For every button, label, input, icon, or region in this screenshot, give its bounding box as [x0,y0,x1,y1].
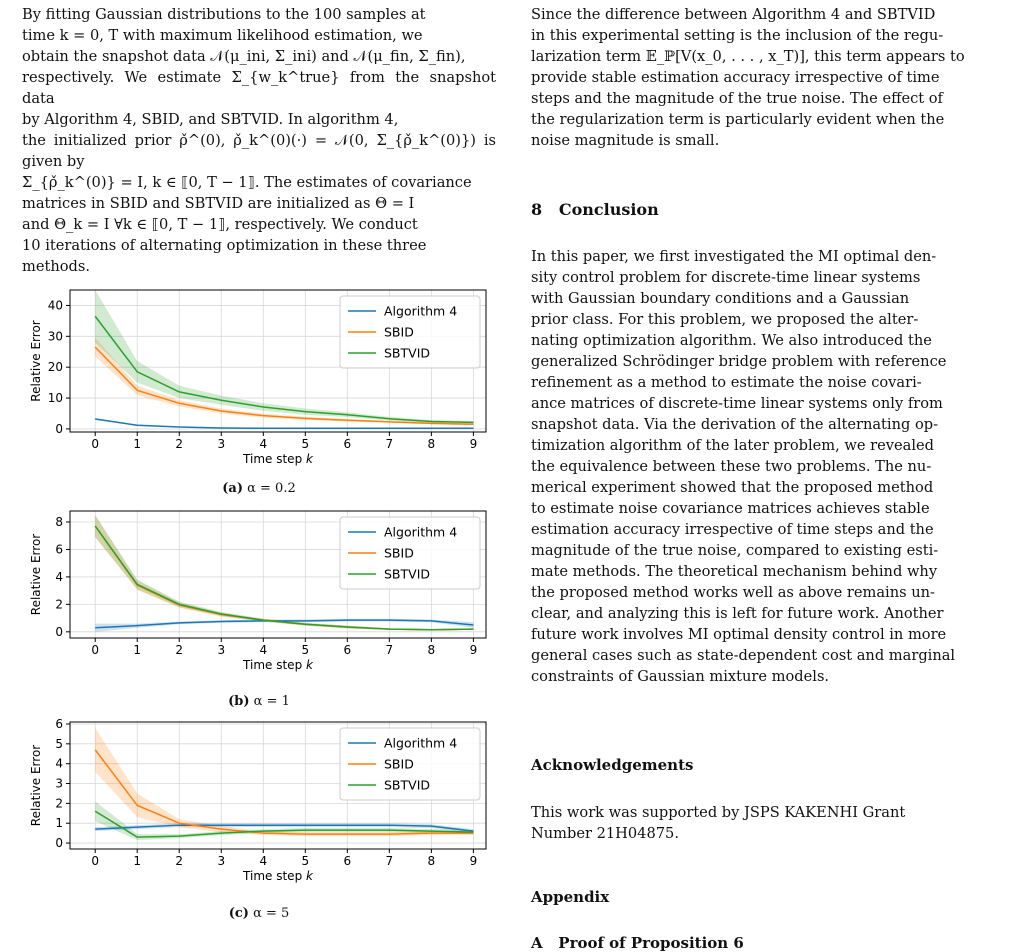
chart1-y-tick-label: 0 [55,624,63,639]
chart1-legend-label-1: SBID [384,545,414,561]
chart1-legend-label-0: Algorithm 4 [384,524,458,540]
chart0-legend-label-2: SBTVID [384,345,431,361]
chart2-x-tick-label: 0 [91,854,100,868]
ack-line: This work was supported by JSPS KAKENHI Grant [531,804,906,821]
chart0-x-tick-label: 7 [385,437,394,451]
conclusion-line: the proposed method works well as above remains un- [531,584,935,601]
conclusion-heading: 8 Conclusion [531,200,659,219]
chart2-y-tick-label: 3 [55,776,63,791]
chart2-x-tick-label: 6 [343,854,352,868]
conclusion-line: to estimate noise covariance matrices achieves stable [531,500,930,517]
caption-b [22,694,496,709]
chart0-x-tick-label: 1 [133,437,142,451]
chart2-y-tick-label: 0 [55,836,63,851]
chart0-y-tick-label: 30 [47,329,63,344]
chart0-x-tick-label: 2 [175,437,184,451]
figure-b-chart [22,505,496,680]
discussion-paragraph [531,4,999,151]
chart2-x-tick-label: 2 [175,854,184,868]
chart2-y-axis-label: Relative Error [29,744,43,827]
conclusion-line: sity control problem for discrete-time linear systems [531,269,921,286]
conclusion-line: the equivalence between these two problems. The nu- [531,458,932,475]
chart1-x-tick-label: 1 [133,643,142,657]
chart1-y-tick-label: 2 [55,597,63,612]
conclusion-line: ance matrices of discrete-time linear systems only from [531,395,943,412]
conclusion-line: general cases such as state-dependent cost and marginal [531,647,956,664]
chart1-x-tick-label: 3 [217,643,226,657]
conclusion-line: mate methods. The theoretical mechanism behind why [531,563,938,580]
chart1-x-tick-label: 2 [175,643,184,657]
chart1-x-tick-label: 5 [301,643,310,657]
conclusion-line: generalized Schrödinger bridge problem with reference [531,353,947,370]
caption-c-label: (c) [228,906,249,921]
caption-b-label: (b) [228,694,250,709]
discussion-line: provide stable estimation accuracy irrespective of time [531,69,940,86]
conclusion-line: estimation accuracy irrespective of time steps and the [531,521,934,538]
chart2-x-tick-label: 5 [301,854,310,868]
chart1-x-axis-label: Time step k [243,658,313,672]
intro-line: and Θ_k = I ∀k ∈ ⟦0, T − 1⟧, respectively. We conduct [22,216,418,233]
chart0-legend-label-0: Algorithm 4 [384,303,458,319]
conclusion-line: prior class. For this problem, we proposed the alter- [531,311,919,328]
chart1-y-tick-label: 8 [55,514,63,529]
chart2-x-tick-label: 1 [133,854,142,868]
caption-b-text: α = 1 [253,694,290,709]
chart1-x-tick-label: 7 [385,643,394,657]
chart2-y-tick-label: 5 [55,736,63,751]
conclusion-paragraph [531,246,999,687]
conclusion-line: refinement as a method to estimate the noise covari- [531,374,922,391]
conclusion-line: In this paper, we first investigated the MI optimal den- [531,248,937,265]
caption-a [22,481,496,496]
chart1-x-tick-label: 4 [259,643,268,657]
chart0-x-tick-label: 6 [343,437,352,451]
chart0-y-tick-label: 20 [47,360,63,375]
chart1-x-tick-label: 0 [91,643,100,657]
chart2-x-tick-label: 7 [385,854,394,868]
chart0-x-tick-label: 4 [259,437,268,451]
appendix-heading: Appendix [531,888,610,906]
chart2-y-tick-label: 4 [55,756,63,771]
intro-paragraph [22,4,496,277]
conclusion-line: timization algorithm of the later problem, we revealed [531,437,934,454]
caption-a-label: (a) [222,481,243,496]
intro-line: time k = 0, T with maximum likelihood estimation, we [22,27,423,44]
chart0-y-tick-label: 0 [55,421,63,436]
figure-c-chart [22,716,496,891]
figure-a-chart [22,284,496,474]
chart1-legend-label-2: SBTVID [384,566,431,582]
discussion-line: in this experimental setting is the inclusion of the regu- [531,27,944,44]
chart1-y-axis-label: Relative Error [29,533,43,616]
conclusion-line: snapshot data. Via the derivation of the alternating op- [531,416,939,433]
ack-line: Number 21H04875. [531,825,679,842]
conclusion-line: clear, and analyzing this is left for future work. Another [531,605,944,622]
intro-line: the initialized prior ρ̌^(0), ρ̌_k^(0)(·) = 𝒩(0, Σ_{ρ̌_k^(0)}) is given by [22,132,496,170]
chart1-x-tick-label: 6 [343,643,352,657]
chart1-x-tick-label: 8 [427,643,436,657]
discussion-line: Since the difference between Algorithm 4 and SBTVID [531,6,936,23]
conclusion-line: magnitude of the true noise, compared to existing esti- [531,542,939,559]
chart0-x-tick-label: 0 [91,437,100,451]
chart0-y-tick-label: 40 [47,298,63,313]
chart0-x-tick-label: 3 [217,437,226,451]
conclusion-line: merical experiment showed that the proposed method [531,479,934,496]
conclusion-line: future work involves MI optimal density control in more [531,626,947,643]
chart0-y-tick-label: 10 [47,391,63,406]
intro-line: 10 iterations of alternating optimization in these three [22,237,427,254]
caption-c [22,906,496,921]
chart1-x-tick-label: 9 [469,643,478,657]
intro-line: respectively. We estimate Σ_{w_k^true} from the snapshot data [22,69,496,107]
chart2-y-tick-label: 1 [55,816,63,831]
caption-a-text: α = 0.2 [247,481,296,496]
intro-line: Σ_{ρ̌_k^(0)} = I, k ∈ ⟦0, T − 1⟧. The estimates of covariance [22,174,472,191]
chart0-x-tick-label: 8 [427,437,436,451]
discussion-line: larization term 𝔼_ℙ[V(x_0, . . . , x_T)], this term appears to [531,48,965,65]
chart2-x-tick-label: 3 [217,854,226,868]
discussion-line: noise magnitude is small. [531,132,720,149]
chart2-legend-label-2: SBTVID [384,777,431,793]
caption-c-text: α = 5 [253,906,290,921]
discussion-line: steps and the magnitude of the true noise. The effect of [531,90,943,107]
discussion-line: the regularization term is particularly evident when the [531,111,945,128]
chart1-y-tick-label: 6 [55,542,63,557]
appendix-subheading: A Proof of Proposition 6 [531,934,744,952]
conclusion-line: nating optimization algorithm. We also introduced the [531,332,932,349]
chart2-y-tick-label: 6 [55,716,63,731]
chart2-x-tick-label: 8 [427,854,436,868]
intro-line: obtain the snapshot data 𝒩(μ_ini, Σ_ini) and 𝒩(μ_fin, Σ_fin), [22,48,466,65]
chart2-x-tick-label: 4 [259,854,268,868]
intro-line: methods. [22,258,90,275]
chart0-legend-label-1: SBID [384,324,414,340]
chart0-y-axis-label: Relative Error [29,320,43,402]
chart1-y-tick-label: 4 [55,569,63,584]
intro-line: by Algorithm 4, SBID, and SBTVID. In algorithm 4, [22,111,399,128]
chart2-legend-label-1: SBID [384,756,414,772]
acknowledgements-paragraph [531,802,999,844]
chart0-x-tick-label: 5 [301,437,310,451]
conclusion-line: constraints of Gaussian mixture models. [531,668,830,685]
chart2-y-tick-label: 2 [55,796,63,811]
chart0-x-axis-label: Time step k [243,452,313,466]
acknowledgements-heading: Acknowledgements [531,756,694,774]
intro-line: matrices in SBID and SBTVID are initialized as Θ = I [22,195,415,212]
intro-line: By fitting Gaussian distributions to the 100 samples at [22,6,426,23]
chart0-x-tick-label: 9 [469,437,478,451]
chart2-x-tick-label: 9 [469,854,478,868]
conclusion-line: with Gaussian boundary conditions and a Gaussian [531,290,910,307]
chart2-legend-label-0: Algorithm 4 [384,735,458,751]
chart2-x-axis-label: Time step k [243,869,313,883]
